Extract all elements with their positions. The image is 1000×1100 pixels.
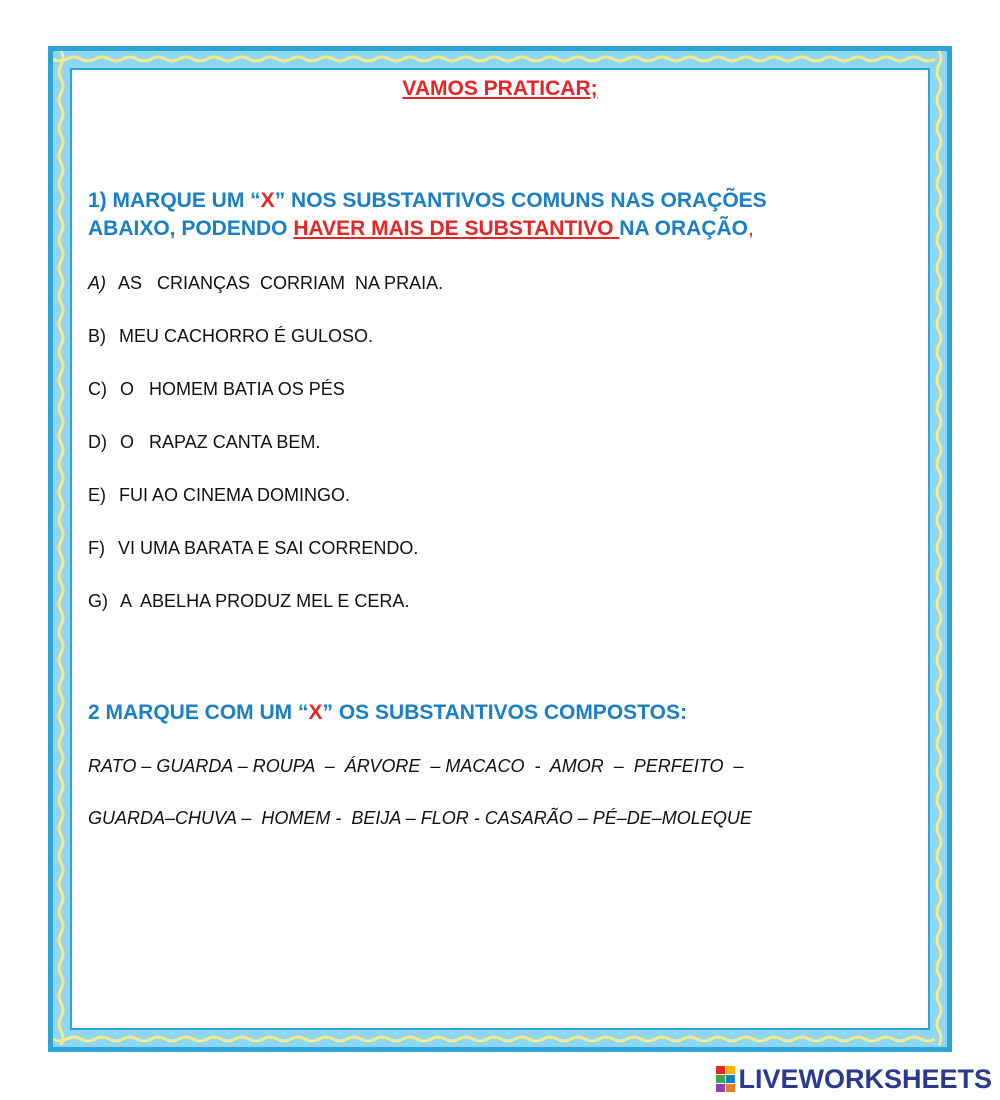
logo-blocks-icon	[716, 1066, 736, 1092]
highlight-phrase: HAVER MAIS DE SUBSTANTIVO	[293, 217, 620, 240]
page-title: VAMOS PRATICAR;	[402, 77, 598, 100]
brand-name: LIVEWORKSHEETS	[738, 1063, 992, 1094]
question1-heading	[88, 187, 928, 243]
sentence-item-b[interactable]: B) MEU CACHORRO É GULOSO.	[88, 326, 374, 346]
question1-line2: ABAIXO, PODENDO HAVER MAIS DE SUBSTANTIVO NA ORAÇÃO,	[88, 217, 754, 240]
liveworksheets-logo	[716, 1061, 992, 1097]
sentence-item-c[interactable]: C) O HOMEM BATIA OS PÉS	[88, 379, 345, 399]
word-list-line2[interactable]: GUARDA–CHUVA – HOMEM - BEIJA – FLOR - CASARÃO – PÉ–DE–MOLEQUE	[88, 808, 752, 828]
sentence-item-e[interactable]: E) FUI AO CINEMA DOMINGO.	[88, 485, 351, 505]
sentence-item-f[interactable]: F) VI UMA BARATA E SAI CORRENDO.	[88, 538, 419, 558]
sentence-item-d[interactable]: D) O RAPAZ CANTA BEM.	[88, 432, 321, 452]
sentence-item-g[interactable]: G) A ABELHA PRODUZ MEL E CERA.	[88, 591, 410, 611]
question1-line1: 1) MARQUE UM “X” NOS SUBSTANTIVOS COMUNS NAS ORAÇÕES	[88, 189, 767, 212]
word-list-line1[interactable]: RATO – GUARDA – ROUPA – ÁRVORE – MACACO - AMOR – PERFEITO –	[88, 756, 744, 776]
sentence-item-a[interactable]: A) AS CRIANÇAS CORRIAM NA PRAIA.	[88, 273, 444, 293]
question2-heading: 2 MARQUE COM UM “X” OS SUBSTANTIVOS COMPOSTOS:	[88, 701, 687, 724]
